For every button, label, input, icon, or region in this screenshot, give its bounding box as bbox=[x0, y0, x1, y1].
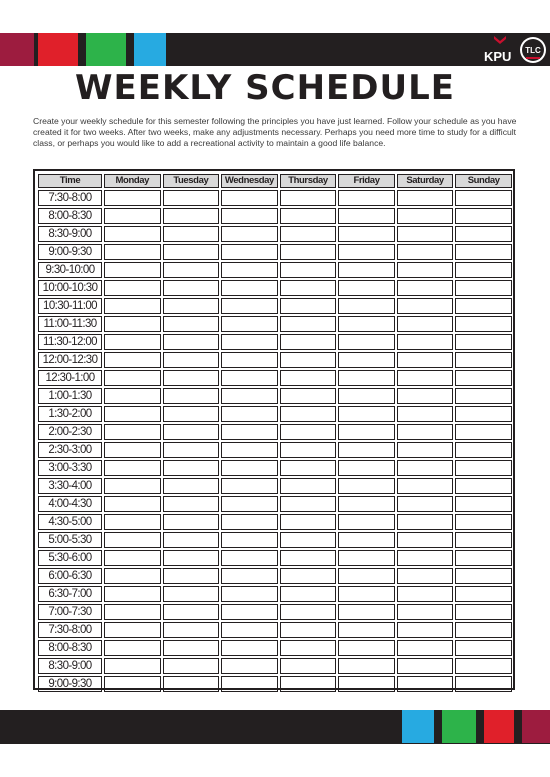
schedule-cell-monday[interactable] bbox=[104, 604, 161, 620]
table-row bbox=[38, 586, 512, 602]
schedule-cell-wednesday[interactable] bbox=[221, 262, 278, 278]
schedule-cell-saturday[interactable] bbox=[397, 658, 454, 674]
time-slot-label: 6:30-7:00 bbox=[38, 586, 102, 602]
schedule-cell-saturday[interactable] bbox=[397, 388, 454, 404]
schedule-cell-friday[interactable] bbox=[338, 406, 395, 422]
schedule-cell-friday[interactable] bbox=[338, 388, 395, 404]
time-slot-label: 8:00-8:30 bbox=[38, 208, 102, 224]
schedule-cell-wednesday[interactable] bbox=[221, 298, 278, 314]
schedule-cell-thursday[interactable] bbox=[280, 478, 337, 494]
schedule-cell-friday[interactable] bbox=[338, 514, 395, 530]
schedule-cell-wednesday[interactable] bbox=[221, 244, 278, 260]
schedule-cell-tuesday[interactable] bbox=[163, 460, 220, 476]
time-slot-label: 12:00-12:30 bbox=[38, 352, 102, 368]
schedule-cell-monday[interactable] bbox=[104, 370, 161, 386]
time-slot-label: 9:00-9:30 bbox=[38, 244, 102, 260]
schedule-cell-thursday[interactable] bbox=[280, 280, 337, 296]
table-row bbox=[38, 280, 512, 296]
time-slot-label: 8:30-9:00 bbox=[38, 226, 102, 242]
schedule-cell-sunday[interactable] bbox=[455, 442, 512, 458]
schedule-cell-saturday[interactable] bbox=[397, 190, 454, 206]
schedule-cell-sunday[interactable] bbox=[455, 334, 512, 350]
schedule-cell-friday[interactable] bbox=[338, 208, 395, 224]
schedule-cell-wednesday[interactable] bbox=[221, 478, 278, 494]
schedule-cell-tuesday[interactable] bbox=[163, 640, 220, 656]
schedule-cell-tuesday[interactable] bbox=[163, 388, 220, 404]
table-row bbox=[38, 316, 512, 332]
schedule-cell-sunday[interactable] bbox=[455, 478, 512, 494]
schedule-cell-wednesday[interactable] bbox=[221, 676, 278, 692]
schedule-cell-thursday[interactable] bbox=[280, 190, 337, 206]
schedule-cell-monday[interactable] bbox=[104, 280, 161, 296]
stripe-blue bbox=[134, 33, 166, 66]
time-slot-label: 6:00-6:30 bbox=[38, 568, 102, 584]
schedule-cell-sunday[interactable] bbox=[455, 604, 512, 620]
schedule-cell-friday[interactable] bbox=[338, 442, 395, 458]
stripe-red bbox=[484, 710, 514, 743]
stripe-dark bbox=[434, 710, 442, 743]
stripe-dark bbox=[78, 33, 86, 66]
header-friday: Friday bbox=[338, 174, 395, 188]
schedule-cell-saturday[interactable] bbox=[397, 622, 454, 638]
schedule-cell-saturday[interactable] bbox=[397, 586, 454, 602]
tlc-underline bbox=[526, 57, 540, 59]
schedule-cell-thursday[interactable] bbox=[280, 388, 337, 404]
schedule-cell-sunday[interactable] bbox=[455, 190, 512, 206]
schedule-cell-monday[interactable] bbox=[104, 568, 161, 584]
schedule-cell-thursday[interactable] bbox=[280, 370, 337, 386]
time-slot-label: 10:30-11:00 bbox=[38, 298, 102, 314]
table-row bbox=[38, 442, 512, 458]
schedule-cell-wednesday[interactable] bbox=[221, 496, 278, 512]
schedule-cell-wednesday[interactable] bbox=[221, 406, 278, 422]
time-slot-label: 11:30-12:00 bbox=[38, 334, 102, 350]
table-row bbox=[38, 352, 512, 368]
table-row bbox=[38, 514, 512, 530]
time-slot-label: 3:00-3:30 bbox=[38, 460, 102, 476]
schedule-cell-sunday[interactable] bbox=[455, 262, 512, 278]
kpu-chevron-icon bbox=[494, 36, 506, 44]
schedule-cell-friday[interactable] bbox=[338, 352, 395, 368]
schedule-cell-saturday[interactable] bbox=[397, 352, 454, 368]
table-body bbox=[38, 190, 512, 692]
time-slot-label: 10:00-10:30 bbox=[38, 280, 102, 296]
schedule-cell-friday[interactable] bbox=[338, 532, 395, 548]
time-slot-label: 8:30-9:00 bbox=[38, 658, 102, 674]
schedule-cell-tuesday[interactable] bbox=[163, 604, 220, 620]
schedule-cell-sunday[interactable] bbox=[455, 550, 512, 566]
schedule-cell-monday[interactable] bbox=[104, 658, 161, 674]
header-saturday: Saturday bbox=[397, 174, 454, 188]
table-row bbox=[38, 208, 512, 224]
top-color-stripes bbox=[0, 33, 166, 66]
stripe-red bbox=[38, 33, 78, 66]
table-row bbox=[38, 622, 512, 638]
tlc-logo-text: TLC bbox=[522, 39, 544, 61]
schedule-cell-wednesday[interactable] bbox=[221, 190, 278, 206]
schedule-cell-sunday[interactable] bbox=[455, 370, 512, 386]
schedule-cell-thursday[interactable] bbox=[280, 604, 337, 620]
schedule-cell-sunday[interactable] bbox=[455, 424, 512, 440]
schedule-cell-saturday[interactable] bbox=[397, 334, 454, 350]
schedule-cell-friday[interactable] bbox=[338, 568, 395, 584]
time-slot-label: 9:00-9:30 bbox=[38, 676, 102, 692]
schedule-cell-monday[interactable] bbox=[104, 640, 161, 656]
schedule-cell-saturday[interactable] bbox=[397, 208, 454, 224]
schedule-cell-friday[interactable] bbox=[338, 640, 395, 656]
schedule-cell-wednesday[interactable] bbox=[221, 442, 278, 458]
table-row bbox=[38, 478, 512, 494]
schedule-cell-sunday[interactable] bbox=[455, 658, 512, 674]
schedule-cell-tuesday[interactable] bbox=[163, 514, 220, 530]
table-row bbox=[38, 550, 512, 566]
schedule-cell-friday[interactable] bbox=[338, 478, 395, 494]
schedule-cell-monday[interactable] bbox=[104, 424, 161, 440]
schedule-cell-friday[interactable] bbox=[338, 586, 395, 602]
time-slot-label: 2:30-3:00 bbox=[38, 442, 102, 458]
bottom-color-stripes bbox=[402, 710, 550, 744]
table-row bbox=[38, 496, 512, 512]
time-slot-label: 7:00-7:30 bbox=[38, 604, 102, 620]
schedule-cell-monday[interactable] bbox=[104, 622, 161, 638]
schedule-cell-monday[interactable] bbox=[104, 316, 161, 332]
stripe-green bbox=[86, 33, 126, 66]
schedule-cell-sunday[interactable] bbox=[455, 298, 512, 314]
time-slot-label: 8:00-8:30 bbox=[38, 640, 102, 656]
schedule-cell-monday[interactable] bbox=[104, 388, 161, 404]
table-row bbox=[38, 532, 512, 548]
schedule-cell-tuesday[interactable] bbox=[163, 316, 220, 332]
time-slot-label: 3:30-4:00 bbox=[38, 478, 102, 494]
schedule-cell-tuesday[interactable] bbox=[163, 370, 220, 386]
time-slot-label: 4:00-4:30 bbox=[38, 496, 102, 512]
schedule-cell-thursday[interactable] bbox=[280, 208, 337, 224]
schedule-cell-wednesday[interactable] bbox=[221, 460, 278, 476]
schedule-cell-friday[interactable] bbox=[338, 334, 395, 350]
schedule-cell-thursday[interactable] bbox=[280, 496, 337, 512]
table-row bbox=[38, 604, 512, 620]
schedule-cell-tuesday[interactable] bbox=[163, 550, 220, 566]
schedule-cell-wednesday[interactable] bbox=[221, 352, 278, 368]
schedule-cell-tuesday[interactable] bbox=[163, 244, 220, 260]
schedule-cell-thursday[interactable] bbox=[280, 460, 337, 476]
schedule-cell-friday[interactable] bbox=[338, 280, 395, 296]
schedule-cell-sunday[interactable] bbox=[455, 496, 512, 512]
schedule-cell-tuesday[interactable] bbox=[163, 298, 220, 314]
bottom-banner bbox=[0, 710, 550, 744]
schedule-cell-thursday[interactable] bbox=[280, 316, 337, 332]
schedule-cell-monday[interactable] bbox=[104, 442, 161, 458]
stripe-dark bbox=[126, 33, 134, 66]
logo-group bbox=[484, 35, 546, 65]
schedule-cell-monday[interactable] bbox=[104, 226, 161, 242]
schedule-cell-monday[interactable] bbox=[104, 550, 161, 566]
table-row bbox=[38, 262, 512, 278]
time-slot-label: 9:30-10:00 bbox=[38, 262, 102, 278]
schedule-cell-saturday[interactable] bbox=[397, 370, 454, 386]
schedule-cell-tuesday[interactable] bbox=[163, 622, 220, 638]
schedule-cell-tuesday[interactable] bbox=[163, 280, 220, 296]
schedule-cell-wednesday[interactable] bbox=[221, 280, 278, 296]
schedule-cell-sunday[interactable] bbox=[455, 388, 512, 404]
table-header-row bbox=[38, 174, 512, 188]
top-banner bbox=[0, 33, 550, 66]
schedule-cell-monday[interactable] bbox=[104, 586, 161, 602]
schedule-cell-saturday[interactable] bbox=[397, 532, 454, 548]
table-row bbox=[38, 244, 512, 260]
schedule-cell-thursday[interactable] bbox=[280, 622, 337, 638]
schedule-cell-thursday[interactable] bbox=[280, 244, 337, 260]
schedule-cell-sunday[interactable] bbox=[455, 640, 512, 656]
tlc-logo bbox=[520, 37, 546, 63]
schedule-cell-saturday[interactable] bbox=[397, 676, 454, 692]
schedule-cell-thursday[interactable] bbox=[280, 514, 337, 530]
schedule-cell-friday[interactable] bbox=[338, 370, 395, 386]
schedule-cell-saturday[interactable] bbox=[397, 280, 454, 296]
schedule-cell-sunday[interactable] bbox=[455, 514, 512, 530]
schedule-cell-tuesday[interactable] bbox=[163, 496, 220, 512]
schedule-cell-friday[interactable] bbox=[338, 658, 395, 674]
schedule-cell-friday[interactable] bbox=[338, 262, 395, 278]
table-row bbox=[38, 388, 512, 404]
kpu-logo-text: KPU bbox=[484, 49, 512, 64]
schedule-cell-saturday[interactable] bbox=[397, 568, 454, 584]
time-slot-label: 11:00-11:30 bbox=[38, 316, 102, 332]
schedule-cell-saturday[interactable] bbox=[397, 604, 454, 620]
schedule-cell-thursday[interactable] bbox=[280, 352, 337, 368]
header-wednesday: Wednesday bbox=[221, 174, 278, 188]
schedule-cell-friday[interactable] bbox=[338, 622, 395, 638]
schedule-cell-friday[interactable] bbox=[338, 460, 395, 476]
schedule-cell-wednesday[interactable] bbox=[221, 370, 278, 386]
table-row bbox=[38, 676, 512, 692]
table-row bbox=[38, 334, 512, 350]
schedule-frame bbox=[33, 169, 515, 690]
schedule-cell-sunday[interactable] bbox=[455, 280, 512, 296]
schedule-cell-friday[interactable] bbox=[338, 190, 395, 206]
schedule-cell-sunday[interactable] bbox=[455, 568, 512, 584]
table-row bbox=[38, 568, 512, 584]
schedule-cell-friday[interactable] bbox=[338, 316, 395, 332]
schedule-cell-thursday[interactable] bbox=[280, 262, 337, 278]
schedule-cell-saturday[interactable] bbox=[397, 298, 454, 314]
schedule-cell-friday[interactable] bbox=[338, 496, 395, 512]
header-monday: Monday bbox=[104, 174, 161, 188]
schedule-cell-thursday[interactable] bbox=[280, 532, 337, 548]
schedule-cell-wednesday[interactable] bbox=[221, 514, 278, 530]
schedule-cell-thursday[interactable] bbox=[280, 676, 337, 692]
schedule-cell-saturday[interactable] bbox=[397, 406, 454, 422]
schedule-cell-monday[interactable] bbox=[104, 532, 161, 548]
schedule-cell-wednesday[interactable] bbox=[221, 334, 278, 350]
schedule-cell-thursday[interactable] bbox=[280, 586, 337, 602]
schedule-cell-wednesday[interactable] bbox=[221, 604, 278, 620]
schedule-cell-saturday[interactable] bbox=[397, 262, 454, 278]
schedule-cell-monday[interactable] bbox=[104, 496, 161, 512]
time-slot-label: 4:30-5:00 bbox=[38, 514, 102, 530]
schedule-cell-tuesday[interactable] bbox=[163, 568, 220, 584]
schedule-cell-wednesday[interactable] bbox=[221, 622, 278, 638]
schedule-cell-friday[interactable] bbox=[338, 298, 395, 314]
schedule-cell-saturday[interactable] bbox=[397, 478, 454, 494]
table-row bbox=[38, 640, 512, 656]
schedule-cell-monday[interactable] bbox=[104, 244, 161, 260]
schedule-cell-tuesday[interactable] bbox=[163, 424, 220, 440]
schedule-cell-sunday[interactable] bbox=[455, 460, 512, 476]
table-row bbox=[38, 424, 512, 440]
schedule-cell-saturday[interactable] bbox=[397, 244, 454, 260]
schedule-cell-friday[interactable] bbox=[338, 676, 395, 692]
schedule-cell-wednesday[interactable] bbox=[221, 424, 278, 440]
schedule-cell-saturday[interactable] bbox=[397, 460, 454, 476]
schedule-cell-sunday[interactable] bbox=[455, 316, 512, 332]
intro-paragraph: Create your weekly schedule for this semester following the principles you have just learned. Follow your schedule as you have created it for two weeks. After two weeks, make any adjustments necessary. Perhaps you need more time to study for a difficult class, or perhaps you would like to add a recreational activity to maintain a good life balance. bbox=[33, 116, 517, 148]
table-row bbox=[38, 190, 512, 206]
table-row bbox=[38, 226, 512, 242]
kpu-logo bbox=[484, 36, 516, 64]
schedule-cell-wednesday[interactable] bbox=[221, 226, 278, 242]
time-slot-label: 1:00-1:30 bbox=[38, 388, 102, 404]
schedule-cell-monday[interactable] bbox=[104, 478, 161, 494]
schedule-cell-tuesday[interactable] bbox=[163, 586, 220, 602]
schedule-cell-thursday[interactable] bbox=[280, 406, 337, 422]
schedule-cell-sunday[interactable] bbox=[455, 406, 512, 422]
time-slot-label: 1:30-2:00 bbox=[38, 406, 102, 422]
schedule-cell-friday[interactable] bbox=[338, 550, 395, 566]
table-row bbox=[38, 370, 512, 386]
schedule-cell-saturday[interactable] bbox=[397, 442, 454, 458]
schedule-cell-thursday[interactable] bbox=[280, 640, 337, 656]
weekly-schedule-table bbox=[36, 172, 514, 694]
schedule-cell-monday[interactable] bbox=[104, 460, 161, 476]
schedule-cell-saturday[interactable] bbox=[397, 514, 454, 530]
schedule-cell-wednesday[interactable] bbox=[221, 316, 278, 332]
header-sunday: Sunday bbox=[455, 174, 512, 188]
table-row bbox=[38, 460, 512, 476]
schedule-cell-sunday[interactable] bbox=[455, 208, 512, 224]
schedule-cell-saturday[interactable] bbox=[397, 640, 454, 656]
stripe-blue bbox=[402, 710, 434, 743]
table-row bbox=[38, 406, 512, 422]
time-slot-label: 12:30-1:00 bbox=[38, 370, 102, 386]
stripe-dark bbox=[514, 710, 522, 743]
schedule-cell-sunday[interactable] bbox=[455, 622, 512, 638]
schedule-cell-sunday[interactable] bbox=[455, 226, 512, 242]
schedule-cell-tuesday[interactable] bbox=[163, 226, 220, 242]
schedule-cell-friday[interactable] bbox=[338, 226, 395, 242]
schedule-cell-thursday[interactable] bbox=[280, 550, 337, 566]
table-row bbox=[38, 298, 512, 314]
schedule-cell-thursday[interactable] bbox=[280, 298, 337, 314]
schedule-cell-monday[interactable] bbox=[104, 352, 161, 368]
stripe-green bbox=[442, 710, 476, 743]
schedule-cell-wednesday[interactable] bbox=[221, 550, 278, 566]
schedule-cell-wednesday[interactable] bbox=[221, 658, 278, 674]
schedule-cell-tuesday[interactable] bbox=[163, 208, 220, 224]
schedule-cell-monday[interactable] bbox=[104, 298, 161, 314]
schedule-cell-saturday[interactable] bbox=[397, 316, 454, 332]
schedule-cell-thursday[interactable] bbox=[280, 658, 337, 674]
schedule-cell-monday[interactable] bbox=[104, 208, 161, 224]
schedule-cell-tuesday[interactable] bbox=[163, 352, 220, 368]
schedule-cell-monday[interactable] bbox=[104, 190, 161, 206]
schedule-cell-tuesday[interactable] bbox=[163, 190, 220, 206]
schedule-cell-thursday[interactable] bbox=[280, 334, 337, 350]
schedule-cell-wednesday[interactable] bbox=[221, 586, 278, 602]
schedule-cell-tuesday[interactable] bbox=[163, 262, 220, 278]
time-slot-label: 2:00-2:30 bbox=[38, 424, 102, 440]
schedule-cell-monday[interactable] bbox=[104, 262, 161, 278]
schedule-cell-thursday[interactable] bbox=[280, 568, 337, 584]
time-slot-label: 5:30-6:00 bbox=[38, 550, 102, 566]
schedule-cell-monday[interactable] bbox=[104, 334, 161, 350]
schedule-cell-saturday[interactable] bbox=[397, 550, 454, 566]
schedule-cell-thursday[interactable] bbox=[280, 226, 337, 242]
schedule-cell-friday[interactable] bbox=[338, 244, 395, 260]
stripe-maroon bbox=[522, 710, 550, 743]
schedule-cell-monday[interactable] bbox=[104, 406, 161, 422]
schedule-cell-tuesday[interactable] bbox=[163, 676, 220, 692]
schedule-cell-wednesday[interactable] bbox=[221, 568, 278, 584]
schedule-cell-thursday[interactable] bbox=[280, 424, 337, 440]
schedule-cell-wednesday[interactable] bbox=[221, 532, 278, 548]
schedule-cell-wednesday[interactable] bbox=[221, 388, 278, 404]
schedule-cell-tuesday[interactable] bbox=[163, 478, 220, 494]
schedule-cell-saturday[interactable] bbox=[397, 226, 454, 242]
header-thursday: Thursday bbox=[280, 174, 337, 188]
schedule-cell-saturday[interactable] bbox=[397, 424, 454, 440]
stripe-dark bbox=[476, 710, 484, 743]
time-slot-label: 7:30-8:00 bbox=[38, 190, 102, 206]
table-row bbox=[38, 658, 512, 674]
schedule-cell-tuesday[interactable] bbox=[163, 406, 220, 422]
schedule-cell-friday[interactable] bbox=[338, 424, 395, 440]
schedule-cell-friday[interactable] bbox=[338, 604, 395, 620]
schedule-cell-saturday[interactable] bbox=[397, 496, 454, 512]
schedule-cell-monday[interactable] bbox=[104, 676, 161, 692]
schedule-cell-sunday[interactable] bbox=[455, 586, 512, 602]
stripe-maroon bbox=[0, 33, 34, 66]
schedule-cell-sunday[interactable] bbox=[455, 352, 512, 368]
page-title: WEEKLY SCHEDULE bbox=[75, 68, 455, 108]
schedule-cell-wednesday[interactable] bbox=[221, 640, 278, 656]
schedule-cell-tuesday[interactable] bbox=[163, 658, 220, 674]
header-tuesday: Tuesday bbox=[163, 174, 220, 188]
schedule-cell-sunday[interactable] bbox=[455, 532, 512, 548]
schedule-cell-sunday[interactable] bbox=[455, 244, 512, 260]
schedule-cell-sunday[interactable] bbox=[455, 676, 512, 692]
schedule-cell-tuesday[interactable] bbox=[163, 334, 220, 350]
schedule-cell-wednesday[interactable] bbox=[221, 208, 278, 224]
schedule-cell-thursday[interactable] bbox=[280, 442, 337, 458]
schedule-cell-monday[interactable] bbox=[104, 514, 161, 530]
schedule-cell-tuesday[interactable] bbox=[163, 532, 220, 548]
time-slot-label: 5:00-5:30 bbox=[38, 532, 102, 548]
schedule-cell-tuesday[interactable] bbox=[163, 442, 220, 458]
time-slot-label: 7:30-8:00 bbox=[38, 622, 102, 638]
header-time: Time bbox=[38, 174, 102, 188]
